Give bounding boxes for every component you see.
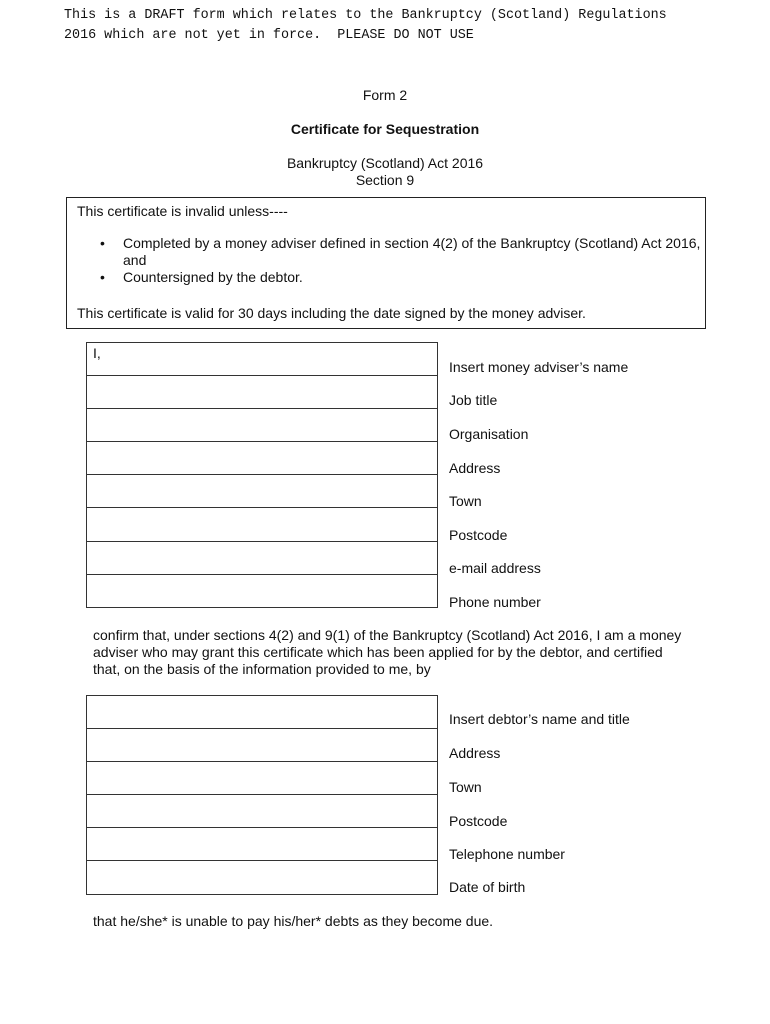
adviser-job-title-field[interactable]	[87, 376, 437, 407]
form-title: Certificate for Sequestration	[290, 121, 480, 137]
adviser-name-cell	[87, 343, 438, 376]
adviser-job-title-label: Job title	[449, 392, 498, 408]
form-number: Form 2	[362, 87, 408, 103]
debtor-name-label: Insert debtor’s name and title	[449, 711, 630, 727]
adviser-phone-field[interactable]	[87, 575, 437, 606]
adviser-organisation-label: Organisation	[449, 426, 529, 442]
adviser-email-label: e-mail address	[449, 560, 541, 576]
adviser-email-field[interactable]	[87, 542, 437, 573]
condition-item: • Countersigned by the debtor.	[123, 269, 703, 286]
debtor-details-table	[86, 695, 438, 895]
debtor-name-field[interactable]	[87, 696, 437, 727]
adviser-postcode-field[interactable]	[87, 508, 437, 539]
adviser-town-field[interactable]	[87, 475, 437, 506]
adviser-address-field[interactable]	[87, 442, 437, 473]
debtor-town-label: Town	[449, 779, 482, 795]
condition-item: • Completed by a money adviser defined in section 4(2) of the Bankruptcy (Scotland) Act 2016, and	[123, 235, 703, 269]
confirmation-text: confirm that, under sections 4(2) and 9(1) of the Bankruptcy (Scotland) Act 2016, I am a money adviser who may grant this certificate which has been applied for by the debtor, and certified that, on the basis of the information provided to me, by	[93, 627, 682, 677]
closing-text: that he/she* is unable to pay his/her* debts as they become due.	[93, 913, 494, 929]
debtor-date-of-birth-label: Date of birth	[449, 879, 526, 895]
act-reference	[0, 155, 770, 189]
adviser-name-field[interactable]	[87, 343, 437, 374]
adviser-details-table	[86, 342, 438, 608]
adviser-town-label: Town	[449, 493, 482, 509]
debtor-address-label: Address	[449, 745, 501, 761]
debtor-telephone-field[interactable]	[87, 828, 437, 859]
validity-period-text: This certificate is valid for 30 days including the date signed by the money adviser.	[77, 305, 586, 321]
act-name: Bankruptcy (Scotland) Act 2016	[286, 155, 484, 171]
conditions-intro: This certificate is invalid unless----	[77, 203, 288, 219]
draft-notice: This is a DRAFT form which relates to the Bankruptcy (Scotland) Regulations 2016 which are not yet in force. PLEASE DO NOT USE	[64, 8, 667, 43]
conditions-list	[77, 235, 703, 286]
adviser-address-label: Address	[449, 460, 501, 476]
validity-conditions-box	[66, 197, 706, 329]
debtor-postcode-field[interactable]	[87, 795, 437, 826]
debtor-date-of-birth-field[interactable]	[87, 861, 437, 892]
adviser-postcode-label: Postcode	[449, 527, 508, 543]
debtor-telephone-label: Telephone number	[449, 846, 565, 862]
debtor-town-field[interactable]	[87, 762, 437, 793]
adviser-prefix: I,	[93, 345, 101, 361]
debtor-postcode-label: Postcode	[449, 813, 508, 829]
debtor-address-field[interactable]	[87, 729, 437, 760]
act-section: Section 9	[355, 172, 415, 188]
adviser-name-label: Insert money adviser’s name	[449, 359, 629, 375]
adviser-phone-label: Phone number	[449, 594, 541, 610]
adviser-organisation-field[interactable]	[87, 409, 437, 440]
